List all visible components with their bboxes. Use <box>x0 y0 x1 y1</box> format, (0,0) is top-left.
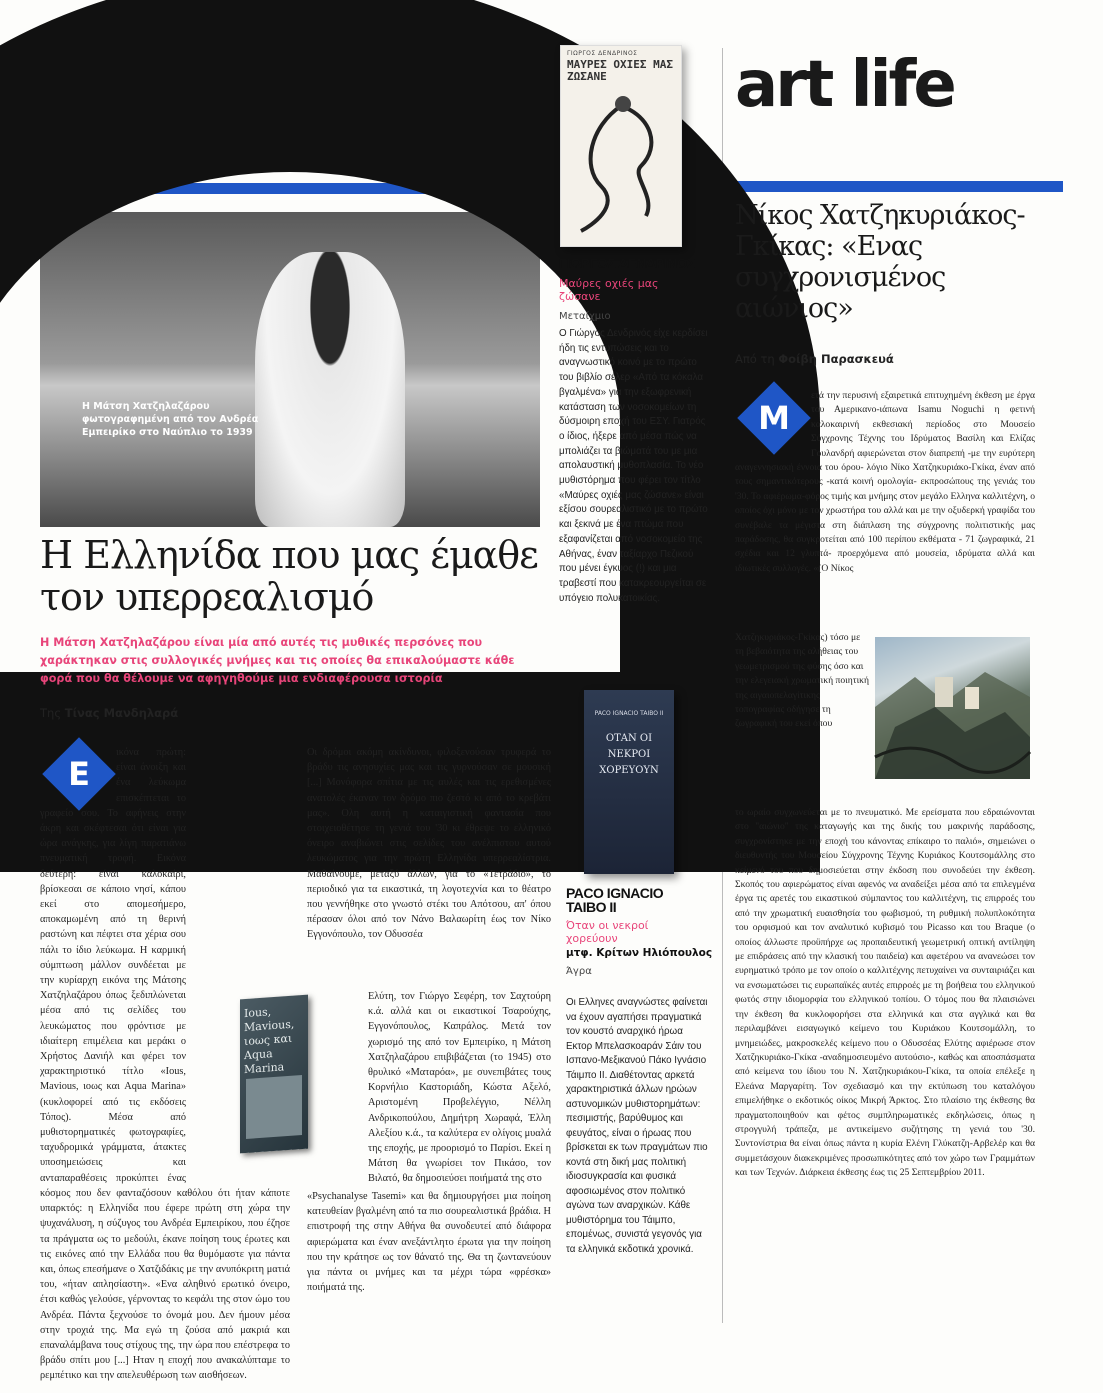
dropcap-e: Ε <box>42 737 116 811</box>
book1-cover-author: ΓΙΩΡΓΟΣ ΔΕΝΔΡΙΝΟΣ <box>567 50 638 57</box>
right-article-title: Νίκος Χατζηκυριάκος-Γκίκας: «Ενας συγχρονισμένος αιώνιος» <box>735 200 1025 324</box>
book1-title: Μαύρες οχιές μας ζώσανε <box>559 277 659 303</box>
bullet-icon: ● <box>54 38 65 51</box>
right-article-para1: ετά την περυσινή εξαιρετικά επιτυχημένη έκθεση με έργα του Αμερικανο-ιάπωνα Isamu Noguchi η φετινή καλοκαιρινή εκθεσιακή περίοδος στο Μουσείο Σύγχρονης Τέχνης του Ιδρύματος Βασίλη και Ελίζας Γουλανδρή αφιερώνεται στον διαπρεπή -με την ευρύτερη αναγεννησιακή έννοια του όρου- λόγιο Νίκο Χατζηκυριάκο-Γκίκα, έναν από τους σημαντικότερους -κατά κοινή ομολογία- εκπροσώπους της γενιάς του '30. Το αφιέρωμα-φόρος τιμής και μνήμης στον μεγάλο Ελληνα καλλιτέχνη, ο οποίος όχι μόνο με τον χρωστήρα του αλλά και με την οξυδερκή γραφίδα του συνέβαλε τα μέγιστα στη διάπλαση της σύγχρονης πολιτιστικής μας παράδοσης, θα συγκροτείται από 100 περίπου εκθέματα - 71 ζωγραφικά, 21 σχέδια και 12 γλυπτά- προερχόμενα από μουσεία, ιδρύματα αλλά και ιδιωτικές συλλογές. «(Ο Νίκος <box>735 390 1035 574</box>
byline-prefix: Της <box>40 706 62 720</box>
book2-title: Όταν οι νεκροί χορεύουν <box>566 919 649 945</box>
book-cover-dendrinos <box>560 45 682 247</box>
book2-author: PACO IGNACIO TAIBO II <box>566 885 664 915</box>
photo-caption: Η Μάτση Χατζηλαζάρου φωτογραφημένη από τον Ανδρέα Εμπειρίκο στο Ναύπλιο το 1939 <box>82 401 259 438</box>
stethoscope-illustration <box>561 86 681 236</box>
dropcap-m: Μ <box>737 381 811 455</box>
photo-figure <box>255 252 405 527</box>
right-byline-prefix: Από τη <box>735 352 775 366</box>
right-article-wrap-text: Χατζηκυριάκος-Γκίκας) τόσο με τη βεβαιότητα της αλήθειας του γεωμετρισμού της φύσης όσο και την ελεγειακή χρωματική ποιητική της αιγαιοπελαγίτικης τοπογραφίας οδήγησε τη ζωγραφική του εκεί όπου <box>735 632 870 730</box>
book2-cover-title: ΟΤΑΝ ΟΙ ΝΕΚΡΟΙ ΧΟΡΕΥΟΥΝ <box>599 733 659 776</box>
byline-author: Τίνας Μανδηλαρά <box>64 706 179 720</box>
book-cover-ious-title: Ious, Mavious, ιοως και Aqua Marina <box>244 1005 295 1077</box>
book2-cover-author: PACO IGNACIO TAIBO II <box>594 710 664 717</box>
issue-date: Κυριακή 4 Σεπτεμβρίου 2011 <box>148 38 309 51</box>
book-cover-taibo <box>584 690 674 874</box>
book2-review-text: Οι Ελληνες αναγνώστες φαίνεται να έχουν αγαπήσει πραγματικά τον κουστό αναρχικό ήρωα Εκτορ Μπελασκοαράν Σάιν του Ισπανο-Μεξικανού Πάκο Ιγνάσιο Τάιμπο ΙΙ. Διαθέτοντας αρκετά χαρακτηριστικά άλλων ηρώων αστυνομικών μυθιστορημάτων: πεσιμιστής, βαρύθυμος και φευγάτος, είναι ο ήρωας που βρίσκεται εκ των πραγμάτων πιο κοντά στη δική μας πολιτική ιδιοσυγκρασία και φυσικά αφοσιωμένος στον πολιτικό αγώνα των αναρχικών. Κάθε μυθιστόρημα του Τάιμπο, επομένως, συνιστά γεγονός για τα ελληνικά εκδοτικά χρονικά. <box>566 997 708 1255</box>
article-title: Η Ελληνίδα που μας έμαθε τον υπερρεαλισμό <box>40 533 538 619</box>
section-title-right: art life <box>735 48 954 122</box>
section-title-left: βιβλίο <box>40 52 263 127</box>
article-col2-text-c: «Psychanalyse Tasemi» και θα δημιουργήσει μια ποίηση κατευθείαν βγαλμένη από τα πιο σουρεαλιστικά βράδια. Η επιστροφή της στην Αθήνα θα συνοδευτεί από διάφορα αφιερώματα και έναν ανεξάντλητο έρωτα για την ποίηση που την κράτησε ως τον θάνατό της. Θα τη ζωντανεύουν για πάντα οι μνήμες και τα μέχρι τώρα «φρέσκα» ποιήματά της. <box>307 1191 551 1294</box>
article-lead: Η Μάτση Χατζηλαζάρου είναι μία από αυτές τις μυθικές περσόνες που χαράκτηκαν στις συλλογικές μνήμες και τις οποίες θα επικαλούμαστε κάθε φορά που θα θέλουμε να αφηγηθούμε μια ενδιαφέρουσα ιστορία <box>40 636 515 685</box>
book-cover-ious <box>240 995 308 1154</box>
painting-shapes <box>875 637 1030 779</box>
article-photo <box>40 212 540 527</box>
book1-review-text: Ο Γιώργος Δενδρινός είχε κερδίσει ήδη τις εντυπώσεις και το αναγνωστικό κοινό με το πρώτο του βιβλίο σέλερ «Από τα κόκαλα βγαλμένα» για την εξωφρενική κατάσταση των νοσοκομείων τη δύσμοιρη εποχή του ΕΣΥ. Γιατρός ο ίδιος, ήξερε από μέσα πώς να μπολιάζει τα βιώματά του με μια απολαυστική μυθοπλασία. Το νέο μυθιστόρημα που φέρει τον τίτλο «Μαύρες οχιές μας ζώσανε» είναι εξίσου σουρεαλιστικό με το πρώτο και ξεκινά με ένα πτώμα που εξαφανίζεται από νοσοκομείο της Αθήνας, έναν ταξίαρχο Πεζικού που μένει έγκυος (!) και μια τραβεστί που κατακρεουργείται σε υπόγειο πολυκατοικίας. <box>559 328 708 604</box>
article-byline <box>40 706 178 720</box>
page-number: 24 <box>37 38 51 51</box>
book2-translator: μτφ. Κρίτων Ηλιόπουλος <box>566 947 713 959</box>
page-header: 24 ● Πρώτο Θέμα | Κυριακή 4 Σεπτεμβρίου 2011 <box>37 38 309 51</box>
article-col2-text-a: Οι δρόμοι ακόμη ακίνδυνοι, φιλοξενούσαν τρυφερά το βράδυ τις ανησυχίες μας και τις γυρνούσαν σε μουσική [...] Μονόφορα σπίτια με τις αυλές και τις ερεθισμένες ανατολές έκαναν τον δρόμο πιο ζεστό κι από το κρεβάτι μας». Ολη αυτή η καταιγιστική φαντασία που στοιχειοθέτησε τη γενιά του '30 κι έθρεψε το ελληνικό όνειρο αναβιώνει στις σελίδες του ανέλπιστου αυτού λευκώματος για την πρώτη Ελληνίδα υπερρεαλίστρια. Μαθαίνουμε, μεταξύ άλλων, για το «Τετράδιο», το περιοδικό για τα εικαστικά, τη λογοτεχνία και το θέατρο που γεννήθηκε στο γνωστό στέκι του Απότσου, απ' όπου πέρασαν όλοι από τον Νάνο Βαλαωρίτη έως τον Νίκο Εγγονόπουλο, τον Οδυσσέα <box>307 747 551 941</box>
article-col1-text: ικόνα πρώτη: είναι άνοιξη και ένα λεύκωμα επισκέπτεται το γραφείο σου. Το αφήνεις στην άκρη και σκέφτεσαι ότι είναι για ώρα ανάγκης, για λίγη παρατιάνω πνευματική τροφή. Εικόνα δεύτερη: είναι καλοκαίρι, βρίσκεσαι σε κάποιο νησί, κάπου εκεί στο απομεσήμερο, αποκαμωμένη από τη θερινή ραστώνη και πέφτει στα χέρια σου πάλι το ίδιο λεύκωμα. Η καρμική σύμπτωση μάλλον συνδέεται με την κυρίαρχη εικόνα της Μάτσης Χατζηλαζάρου όπως ξεδιπλώνεται μέσα από τις σελίδες του λευκώματος που φρόντισε με ιδιαίτερη επιμέλεια και μεράκι ο Χρήστος Δανιήλ και φέρει τον χαρακτηριστικό τίτλο «Ious, Mavious, ιοως και Aqua Marina» (κυκλοφορεί από τις εκδόσεις Τόπος). Μέσα από μυθιστορηματικές φωτογραφίες, ταχυδρομικά γράμματα, άτακτες υποσημειώσεις και ανταπαραθέσεις προκύπτει ένας κόσμος που δεν φανταζόσουν καθόλου ότι ήταν κάποτε υπαρκτός: η Ελληνίδα που έφερε πρώτη στη χώρα την ψυχανάλυση, η σύζυγος του Ανδρέα Εμπειρίκου, που έζησε τα πράγματα ως το μεδούλι, έκανε ποίηση τους έρωτες και τις εικόνες από την Ελλάδα που θα θυμόμαστε για πάντα και, όπως επεσήμανε ο Χατζιδάκις με την ανυπόκριτη ματιά του, «ήταν απλησίαστη». «Ενα αληθινό ερωτικό όνειρο, έτσι καθώς γελούσε, γέρνοντας το κεφάλι της στον ώμο του Ανδρέα. Πάντα ξεχνούσε το όνομά μου. Δεν ήμουν μέσα στην τροχιά της. Μα εγώ τη ζούσα από μακριά και επαναλάμβανα τους στίχους της, την ώρα που επέστρεφα το βράδυ σπίτι μου [...] Ηταν η εποχή που ανακαλύπταμε το ρεμπέτικο και την απελευθέρωση των αισθήσεων. <box>40 747 290 1382</box>
section-rule-right <box>733 181 1063 192</box>
book2-publisher: Άγρα <box>566 966 592 977</box>
column-divider <box>722 48 723 1323</box>
gikas-painting <box>875 637 1030 779</box>
section-name: Πρώτο Θέμα <box>67 38 138 51</box>
right-article-para2: το ωραίο συγχωνεύεται με το πνευματικό. Με ερείσματα που εδραιώνονται στο "αιώνιο" της καταγωγής και της δικής του μακρινής παράδοσης, συγχρονίστηκε με την εποχή του κάνοντας επίκαιρο το παλιό», σημειώνει ο διευθυντής του Μουσείου Σύγχρονης Τέχνης Κυριάκος Κουτσομάλλης στο κείμενό του που δημοσιεύεται στην έκδοση που συνοδεύει την έκθεση. Σκοπός του αφιερώματος είναι αφενός να αναδείξει μέσα από τα επιλεγμένα έργα τις αρετές του εικαστικού σύμπαντος του καλλιτέχνη, τις επιρροές του από την χρωματική ευαισθησία του φωβισμού, τη ρυθμική πολυπλοκότητα του ορφισμού και τον αναλυτικό κυβισμό του Picasso και του Braque (ο οποίος άλλωστε προϋπήρχε ως προπαιδευτική γεωμετρική οπτική αντίληψη με επιδράσεις από την κλασική του παιδεία) και αφετέρου να ανανεώσει τον ευρηματικό τρόπο με τον οποίο ο καλλιτέχνης πετυχαίνει να συνταιριάζει και να ενσωματώσει τις ευρωπαϊκές αυτές επιρροές με τη βοήθεια του ελληνικού φωτός στην ιδιομορφία του ελληνικού τοπίου. Ο τόμος που θα πλαισιώνει την έκθεση θα κυκλοφορήσει στα ελληνικά και στα αγγλικά και θα περιλαμβάνει εισαγωγικό κείμενο του Κυριάκου Κουτσομάλλη, το μνημειώδες, μακροσκελές κείμενο που ο Οδυσσέας Ελύτης αφιέρωσε στον Χατζηκυριάκο-Γκίκα -αναδημοσιευμένο αυτούσιο-, καθώς και αποσπάσματα από κείμενα του ίδιου του Ν. Χατζηκυριάκου-Γκίκα, τα οποία επέλεξε η Ελεάνα Μαργαρίτη. Τον σχεδιασμό και την εκτύπωση του καταλόγου επιμελήθηκε ο εκδοτικός οίκος Μικρή Άρκτος. Στο πλαίσιο της έκθεσης θα πραγματοποιηθούν και φέτος συμπληρωματικές εκδηλώσεις, όπως η στρογγυλή τράπεζα, με αντικείμενο συζήτησης τη γενιά του '30. Συντονίστρια θα είναι όπως πάντα η κυρία Ελένη Γλύκατζη-Αρβελέρ και θα συμμετάσχουν διακεκριμένες προσωπικότητες από τον χώρο των Γραμμάτων και των Τεχνών. Διάρκεια έκθεσης έως τις 25 Σεπτεμβρίου 2011. <box>735 807 1035 1179</box>
book1-cover-title: ΜΑΥΡΕΣ ΟΧΙΕΣ ΜΑΣ ΖΩΣΑΝΕ <box>567 58 673 83</box>
right-article-byline <box>735 352 894 366</box>
book1-author: ΓΙΩΡΓΟΣ ΔΕΝΔΡΙΝΟΣ <box>559 256 695 271</box>
article-col2-text-b: Ελύτη, τον Γιώργο Σεφέρη, τον Σαχτούρη κ.ά. αλλά και οι εικαστικοί Τσαρούχης, Εγγονόπουλος, Καπράλος. Μετά τον χωρισμό της από τον Εμπειρίκο, η Μάτση Χατζηλαζάρου επιβιβάζεται (το 1945) στο θρυλικό «Ματαρόα», με συνεπιβάτες τους Κορνήλιο Καστοριάδη, Κώστα Αξελό, Αριστομένη Προβελέγγιο, Νέλλη Ανδρικοπούλου, Δημήτρη Χωραφά, Έλλη Αλεξίου κ.ά., τα καλύτερα εν ολίγοις μυαλά της εποχής, με προορισμό το Παρίσι. Εκεί η Μάτση θα γνωρίσει τον Πικάσο, τον Βιλατό, θα δημοσιεύσει ποιήματά της στο <box>368 991 551 1185</box>
right-byline-author: Φοίβη Παρασκευά <box>778 352 894 366</box>
book1-publisher: Μεταίχμιο <box>559 311 611 322</box>
